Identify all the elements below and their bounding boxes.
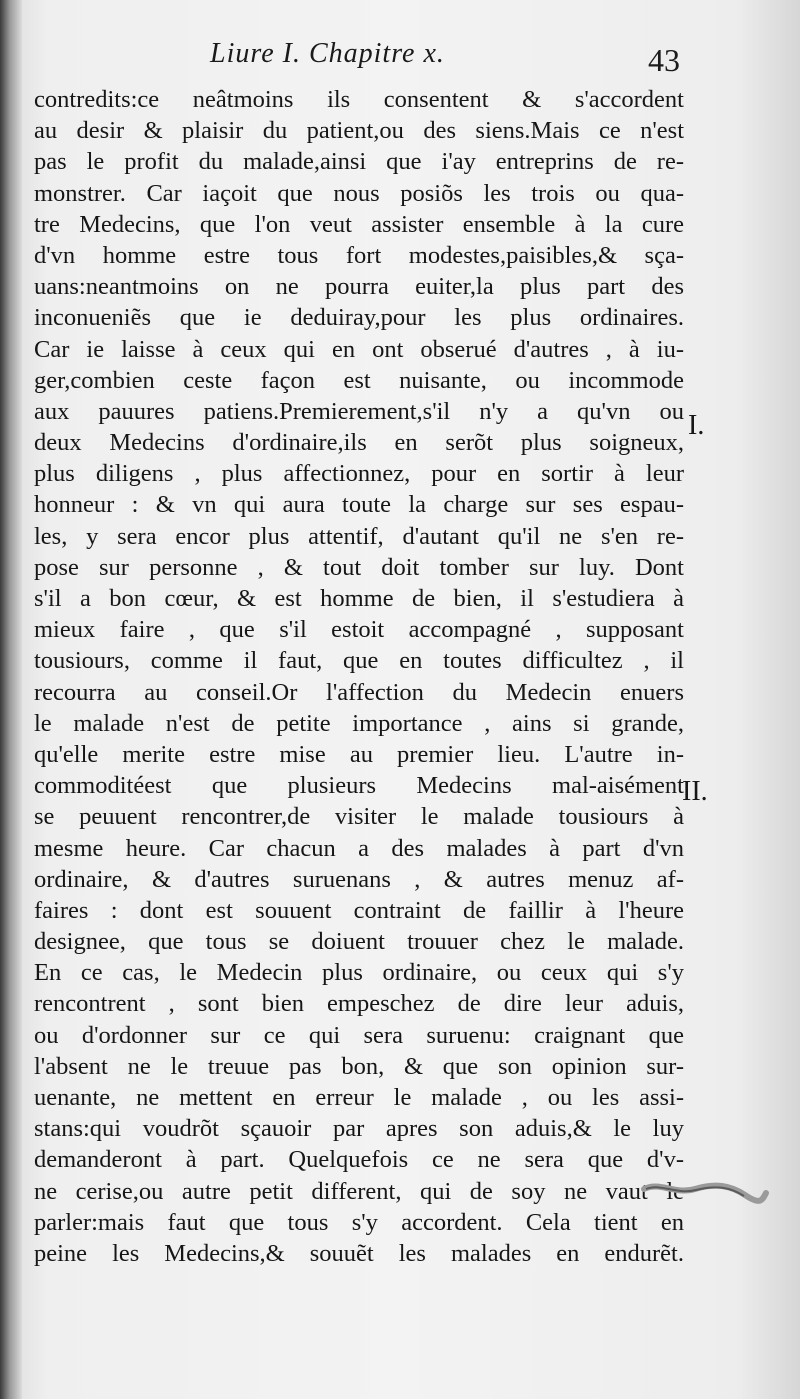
body-text <box>34 84 684 1269</box>
text-line: inconueniẽs que ie deduiray,pour les plus ordinaires. <box>34 304 684 332</box>
text-line: se peuuent rencontrer,de visiter le malade tousiours à <box>34 803 684 831</box>
text-line: tre Medecins, que l'on veut assister ensemble à la cure <box>34 210 684 238</box>
text-line: En ce cas, le Medecin plus ordinaire, ou ceux qui s'y <box>34 959 684 987</box>
text-line: tousiours, comme il faut, que en toutes difficultez , il <box>34 647 684 675</box>
text-line: uans:neantmoins on ne pourra euiter,la plus part des <box>34 273 684 301</box>
text-line: recourra au conseil.Or l'affection du Medecin enuers <box>34 678 684 706</box>
text-line: au desir & plaisir du patient,ou des siens.Mais ce n'est <box>34 117 684 145</box>
text-line: mesme heure. Car chacun a des malades à part d'vn <box>34 834 684 862</box>
ink-smudge-mark <box>640 1175 770 1207</box>
text-line: stans:qui voudrõt sçauoir par apres son aduis,& le luy <box>34 1115 684 1143</box>
text-line: faires : dont est souuent contraint de faillir à l'heure <box>34 896 684 924</box>
text-line: contredits:ce neâtmoins ils consentent & s'accordent <box>34 86 684 113</box>
text-line: s'il a bon cœur, & est homme de bien, il s'estudiera à <box>34 585 684 612</box>
text-line: rencontrent , sont bien empeschez de dire leur aduis, <box>34 990 684 1018</box>
margin-note-section-1: I. <box>688 410 705 441</box>
text-line: pas le profit du malade,ainsi que i'ay entreprins de re- <box>34 148 684 176</box>
text-line: aux pauures patiens.Premierement,s'il n'y a qu'vn ou <box>34 397 684 425</box>
text-line: uenante, ne mettent en erreur le malade , ou les assi- <box>34 1084 684 1111</box>
text-line: ordinaire, & d'autres suruenans , & autres menuz af- <box>34 865 684 893</box>
text-line: monstrer. Car iaçoit que nous posiõs les trois ou qua- <box>34 179 684 207</box>
chapter-heading: Liure I. Chapitre x. <box>210 38 445 69</box>
text-line: pose sur personne , & tout doit tomber sur luy. Dont <box>34 553 684 581</box>
text-line: d'vn homme estre tous fort modestes,paisibles,& sça- <box>34 241 684 269</box>
text-line: Car ie laisse à ceux qui en ont obserué d'autres , à iu- <box>34 335 684 363</box>
text-line: ou d'ordonner sur ce qui sera suruenu: craignant que <box>34 1021 684 1049</box>
text-line: mieux faire , que s'il estoit accompagné , supposant <box>34 616 684 644</box>
text-line: ger,combien ceste façon est nuisante, ou incommode <box>34 366 684 394</box>
text-line: deux Medecins d'ordinaire,ils en serõt plus soigneux, <box>34 429 684 457</box>
margin-note-section-2: II. <box>682 776 708 807</box>
page-gutter-shadow <box>0 0 22 1399</box>
text-line: ne cerise,ou autre petit different, qui de soy ne vaut le <box>34 1177 684 1205</box>
text-line: les, y sera encor plus attentif, d'autant qu'il ne s'en re- <box>34 522 684 550</box>
text-line: parler:mais faut que tous s'y accordent. Cela tient en <box>34 1208 684 1236</box>
text-line: commoditéest que plusieurs Medecins mal-aisément <box>34 772 684 800</box>
running-head <box>210 38 680 88</box>
text-line: l'absent ne le treuue pas bon, & que son opinion sur- <box>34 1052 684 1080</box>
text-line: le malade n'est de petite importance , ains si grande, <box>34 709 684 737</box>
text-line: demanderont à part. Quelquefois ce ne sera que d'v- <box>34 1146 684 1174</box>
text-line: qu'elle merite estre mise au premier lieu. L'autre in- <box>34 740 684 768</box>
text-line: peine les Medecins,& souuẽt les malades en endurẽt. <box>34 1239 684 1267</box>
page-number: 43 <box>648 42 680 78</box>
text-line: plus diligens , plus affectionnez, pour en sortir à leur <box>34 460 684 488</box>
text-line: designee, que tous se doiuent trouuer chez le malade. <box>34 928 684 956</box>
text-line: honneur : & vn qui aura toute la charge sur ses espau- <box>34 491 684 519</box>
